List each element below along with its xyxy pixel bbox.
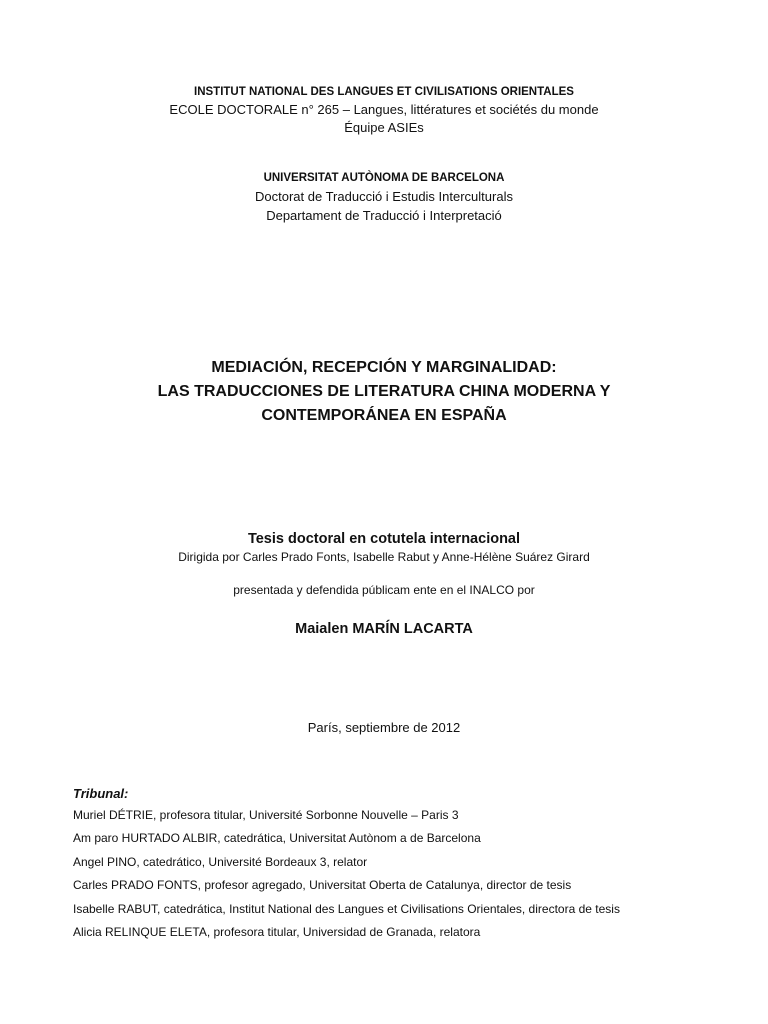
tribunal-member: Carles PRADO FONTS, profesor agregado, Universitat Oberta de Catalunya, director de tesis [73, 878, 572, 893]
institution-es-name: UNIVERSITAT AUTÒNOMA DE BARCELONA [263, 172, 505, 184]
thesis-type: Tesis doctoral en cotutela internacional [247, 531, 521, 547]
tribunal-member: Alicia RELINQUE ELETA, profesora titular, Universidad de Granada, relatora [73, 925, 481, 940]
institution-es-block [0, 169, 768, 225]
tribunal-list [73, 804, 753, 944]
tribunal-section [73, 784, 753, 944]
tribunal-member: Isabelle RABUT, catedrática, Institut National des Langues et Civilisations Orientales, directora de tesis [73, 901, 620, 916]
title-line-1: MEDIACIÓN, RECEPCIÓN Y MARGINALIDAD: [211, 359, 557, 376]
author-block [0, 619, 768, 639]
doctorate-name: Doctorat de Traducció i Estudis Interculturals [255, 189, 513, 204]
thesis-directors: Dirigida por Carles Prado Fonts, Isabelle Rabut y Anne-Hélène Suárez Girard [178, 550, 590, 564]
tribunal-member: Am paro HURTADO ALBIR, catedrática, Universitat Autònom a de Barcelona [73, 831, 481, 846]
author-name: Maialen MARÍN LACARTA [295, 621, 473, 637]
presented-text: presentada y defendida públicam ente en el INALCO por [233, 583, 535, 597]
title-line-2: LAS TRADUCCIONES DE LITERATURA CHINA MODERNA Y [157, 383, 611, 400]
thesis-type-block [0, 529, 768, 566]
team-name: Équipe ASIEs [344, 120, 424, 135]
presented-block [0, 582, 768, 599]
institution-fr-block [0, 83, 768, 137]
thesis-title [0, 356, 768, 428]
doctoral-school: ECOLE DOCTORALE n° 265 – Langues, littératures et sociétés du monde [169, 102, 599, 117]
title-line-3: CONTEMPORÁNEA EN ESPAÑA [261, 407, 507, 424]
tribunal-member: Angel PINO, catedrático, Université Bordeaux 3, relator [73, 854, 368, 869]
tribunal-member: Muriel DÉTRIE, profesora titular, Université Sorbonne Nouvelle – Paris 3 [73, 808, 459, 822]
place-date: París, septiembre de 2012 [307, 720, 461, 735]
place-date-block [0, 719, 768, 737]
department-name: Departament de Traducció i Interpretació [266, 208, 502, 223]
tribunal-heading: Tribunal: [73, 786, 129, 801]
institution-fr-name: INSTITUT NATIONAL DES LANGUES ET CIVILISATIONS ORIENTALES [194, 86, 574, 98]
